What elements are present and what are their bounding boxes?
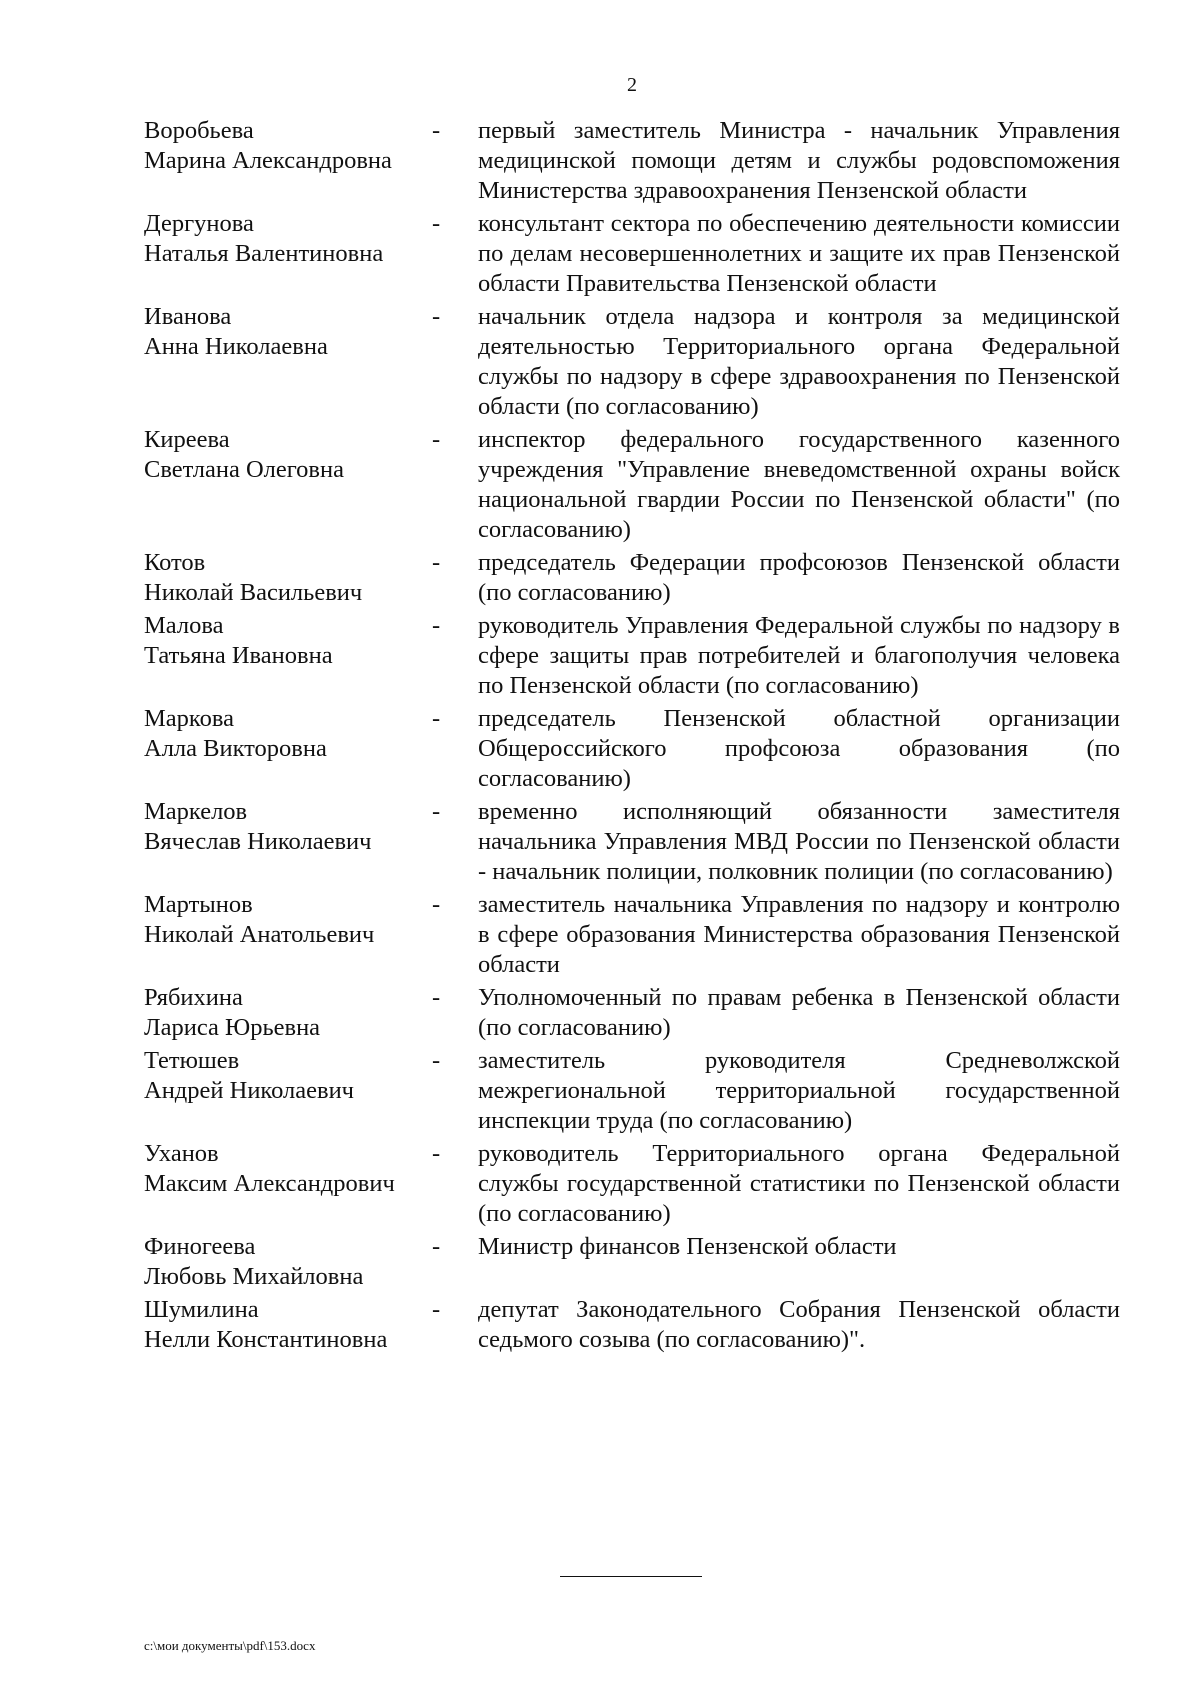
member-name	[144, 548, 432, 608]
member-name	[144, 1139, 432, 1229]
member-name	[144, 983, 432, 1043]
dash-separator: -	[432, 117, 441, 144]
member-name	[144, 611, 432, 701]
member-name	[144, 209, 432, 299]
dash-separator: -	[432, 705, 441, 732]
page-number: 2	[627, 74, 637, 96]
footer-file-path: c:\мои документы\pdf\153.docx	[144, 1638, 316, 1653]
member-given-names: Николай Анатольевич	[144, 921, 375, 948]
member-given-names: Алла Викторовна	[144, 735, 327, 762]
member-row	[144, 1046, 1120, 1136]
member-position: инспектор федерального государственного казенного учреждения "Управление вневедомственной охраны войск национальной гвардии России по Пензенской области" (по согласованию)	[478, 426, 1120, 543]
member-row	[144, 548, 1120, 608]
member-surname: Иванова	[144, 303, 232, 330]
member-given-names: Максим Александрович	[144, 1170, 395, 1197]
member-given-names: Анна Николаевна	[144, 333, 328, 360]
member-surname: Маркова	[144, 705, 234, 732]
member-row	[144, 704, 1120, 794]
member-row	[144, 209, 1120, 299]
member-surname: Маркелов	[144, 798, 248, 825]
dash-separator: -	[432, 612, 441, 639]
member-surname: Рябихина	[144, 984, 243, 1011]
dash-separator: -	[432, 426, 441, 453]
member-row	[144, 1295, 1120, 1355]
member-name	[144, 890, 432, 980]
member-given-names: Лариса Юрьевна	[144, 1014, 321, 1041]
closing-divider	[560, 1576, 702, 1577]
member-position: заместитель руководителя Средневолжской межрегиональной территориальной государственной инспекции труда (по согласованию)	[478, 1047, 1120, 1134]
member-name	[144, 1295, 432, 1355]
dash-separator: -	[432, 1233, 441, 1260]
member-surname: Финогеева	[144, 1233, 256, 1260]
member-surname: Малова	[144, 612, 224, 639]
member-row	[144, 1232, 1120, 1292]
member-given-names: Нелли Константиновна	[144, 1326, 388, 1353]
member-position: депутат Законодательного Собрания Пензенской области седьмого созыва (по согласованию)".	[478, 1296, 1120, 1353]
dash-separator: -	[432, 1047, 441, 1074]
member-row	[144, 611, 1120, 701]
member-row	[144, 1139, 1120, 1229]
member-position: руководитель Территориального органа Федеральной службы государственной статистики по Пензенской области (по согласованию)	[478, 1140, 1120, 1227]
member-name	[144, 797, 432, 887]
dash-separator: -	[432, 303, 441, 330]
member-row	[144, 890, 1120, 980]
member-position: руководитель Управления Федеральной службы по надзору в сфере защиты прав потребителей и благополучия человека по Пензенской области (по согласованию)	[478, 612, 1120, 699]
member-name	[144, 1046, 432, 1136]
dash-separator: -	[432, 798, 441, 825]
member-row	[144, 425, 1120, 545]
member-given-names: Марина Александровна	[144, 147, 392, 174]
member-position: заместитель начальника Управления по надзору и контролю в сфере образования Министерства образования Пензенской области	[478, 891, 1120, 978]
member-given-names: Николай Васильевич	[144, 579, 363, 606]
member-name	[144, 1232, 432, 1292]
member-name	[144, 704, 432, 794]
member-position: председатель Пензенской областной организации Общероссийского профсоюза образования (по согласованию)	[478, 705, 1120, 792]
member-position: консультант сектора по обеспечению деятельности комиссии по делам несовершеннолетних и защите их прав Пензенской области Правительства Пензенской области	[478, 210, 1120, 297]
member-given-names: Наталья Валентиновна	[144, 240, 384, 267]
member-surname: Тетюшев	[144, 1047, 240, 1074]
dash-separator: -	[432, 1140, 441, 1167]
member-position: временно исполняющий обязанности заместителя начальника Управления МВД России по Пензенской области - начальник полиции, полковник полиции (по согласованию)	[478, 798, 1120, 885]
member-surname: Мартынов	[144, 891, 253, 918]
member-row	[144, 302, 1120, 422]
dash-separator: -	[432, 984, 441, 1011]
dash-separator: -	[432, 891, 441, 918]
member-surname: Котов	[144, 549, 206, 576]
member-position: первый заместитель Министра - начальник Управления медицинской помощи детям и службы родовспоможения Министерства здравоохранения Пензенской области	[478, 117, 1120, 204]
dash-separator: -	[432, 549, 441, 576]
member-given-names: Татьяна Ивановна	[144, 642, 333, 669]
member-surname: Шумилина	[144, 1296, 259, 1323]
member-name	[144, 116, 432, 206]
member-surname: Воробьева	[144, 117, 254, 144]
member-row	[144, 797, 1120, 887]
member-position: Министр финансов Пензенской области	[478, 1233, 897, 1260]
dash-separator: -	[432, 1296, 441, 1323]
member-surname: Киреева	[144, 426, 230, 453]
member-surname: Дергунова	[144, 210, 254, 237]
member-given-names: Андрей Николаевич	[144, 1077, 354, 1104]
member-name	[144, 302, 432, 422]
member-roster	[144, 116, 1120, 1358]
member-position: Уполномоченный по правам ребенка в Пензенской области (по согласованию)	[478, 984, 1120, 1041]
member-row	[144, 983, 1120, 1043]
member-surname: Уханов	[144, 1140, 219, 1167]
member-given-names: Вячеслав Николаевич	[144, 828, 372, 855]
member-name	[144, 425, 432, 545]
member-row	[144, 116, 1120, 206]
member-given-names: Любовь Михайловна	[144, 1263, 364, 1290]
member-given-names: Светлана Олеговна	[144, 456, 344, 483]
dash-separator: -	[432, 210, 441, 237]
member-position: начальник отдела надзора и контроля за медицинской деятельностью Территориального органа Федеральной службы по надзору в сфере здравоохранения по Пензенской области (по согласованию)	[478, 303, 1120, 420]
member-position: председатель Федерации профсоюзов Пензенской области (по согласованию)	[478, 549, 1120, 606]
